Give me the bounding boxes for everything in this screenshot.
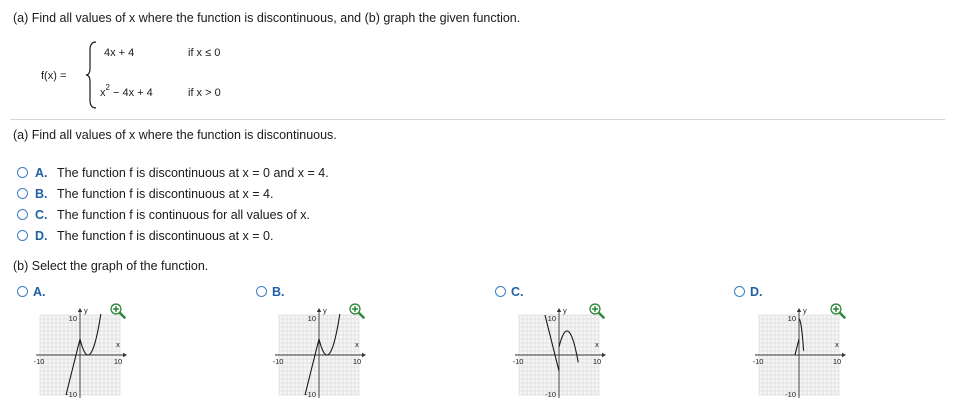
option-letter: B. [35, 187, 48, 201]
option-letter: D. [35, 229, 48, 243]
part-b-prompt: (b) Select the graph of the function. [13, 259, 209, 273]
part-a-prompt: (a) Find all values of x where the function is discontinuous. [13, 128, 337, 142]
radio-button[interactable] [17, 188, 28, 199]
graph-option-b[interactable] [257, 307, 377, 407]
radio-button[interactable] [734, 286, 745, 297]
x-axis-arrow [602, 353, 606, 357]
y-axis-arrow [317, 308, 321, 312]
y-axis-label: y [563, 307, 567, 315]
y-max-label: 10 [307, 314, 316, 323]
piece1-condition: if x ≤ 0 [188, 47, 221, 59]
y-max-label: 10 [787, 314, 796, 323]
question-prompt: (a) Find all values of x where the function is discontinuous, and (b) graph the given function. [13, 11, 521, 25]
radio-button[interactable] [17, 286, 28, 297]
y-axis-label: y [323, 307, 327, 315]
piece2-expression [100, 83, 153, 99]
graph-option-letter: B. [272, 285, 285, 299]
x-max-label: 10 [113, 357, 123, 366]
piece2-exponent: 2 [105, 83, 110, 92]
radio-button[interactable] [17, 230, 28, 241]
y-max-label: 10 [547, 314, 556, 323]
x-axis-arrow [362, 353, 366, 357]
y-axis-arrow [78, 308, 82, 312]
x-min-label: -10 [272, 357, 284, 366]
piecewise-brace [86, 40, 98, 110]
x-min-label: -10 [512, 357, 524, 366]
x-axis-arrow [123, 353, 127, 357]
option-text: The function f is discontinuous at x = 0. [57, 229, 274, 243]
radio-button[interactable] [17, 167, 28, 178]
piece2-base: x [100, 87, 106, 99]
graph-option-letter: D. [750, 285, 763, 299]
option-letter: C. [35, 208, 48, 222]
x-max-label: 10 [832, 357, 842, 366]
x-axis-label: x [595, 340, 599, 349]
radio-button[interactable] [17, 209, 28, 220]
y-axis-arrow [797, 308, 801, 312]
graph-option-letter: C. [511, 285, 524, 299]
x-min-label: -10 [33, 357, 45, 366]
x-axis-label: x [835, 340, 839, 349]
y-axis-arrow [557, 308, 561, 312]
y-min-label: -10 [305, 390, 316, 399]
graph-option-c[interactable] [497, 307, 617, 407]
x-axis-label: x [116, 340, 120, 349]
y-axis-label: y [84, 307, 88, 315]
radio-button[interactable] [495, 286, 506, 297]
graph-option-d[interactable] [737, 307, 857, 407]
piece2-condition: if x > 0 [188, 87, 221, 99]
x-max-label: 10 [592, 357, 602, 366]
x-axis-arrow [842, 353, 846, 357]
x-min-label: -10 [752, 357, 764, 366]
piece2-rest: − 4x + 4 [109, 87, 153, 99]
graph-option-a[interactable] [18, 307, 138, 407]
y-max-label: 10 [68, 314, 77, 323]
x-axis-label: x [355, 340, 359, 349]
radio-button[interactable] [256, 286, 267, 297]
x-max-label: 10 [352, 357, 362, 366]
section-divider [10, 119, 945, 120]
option-letter: A. [35, 166, 48, 180]
option-text: The function f is discontinuous at x = 4. [57, 187, 274, 201]
y-min-label: -10 [785, 390, 796, 399]
graph-option-letter: A. [33, 285, 46, 299]
y-min-label: -10 [66, 390, 77, 399]
option-text: The function f is discontinuous at x = 0 and x = 4. [57, 166, 329, 180]
function-name: f(x) = [41, 70, 67, 82]
y-axis-label: y [803, 307, 807, 315]
piece1-expression: 4x + 4 [104, 47, 135, 59]
y-min-label: -10 [545, 390, 556, 399]
option-text: The function f is continuous for all values of x. [57, 208, 310, 222]
